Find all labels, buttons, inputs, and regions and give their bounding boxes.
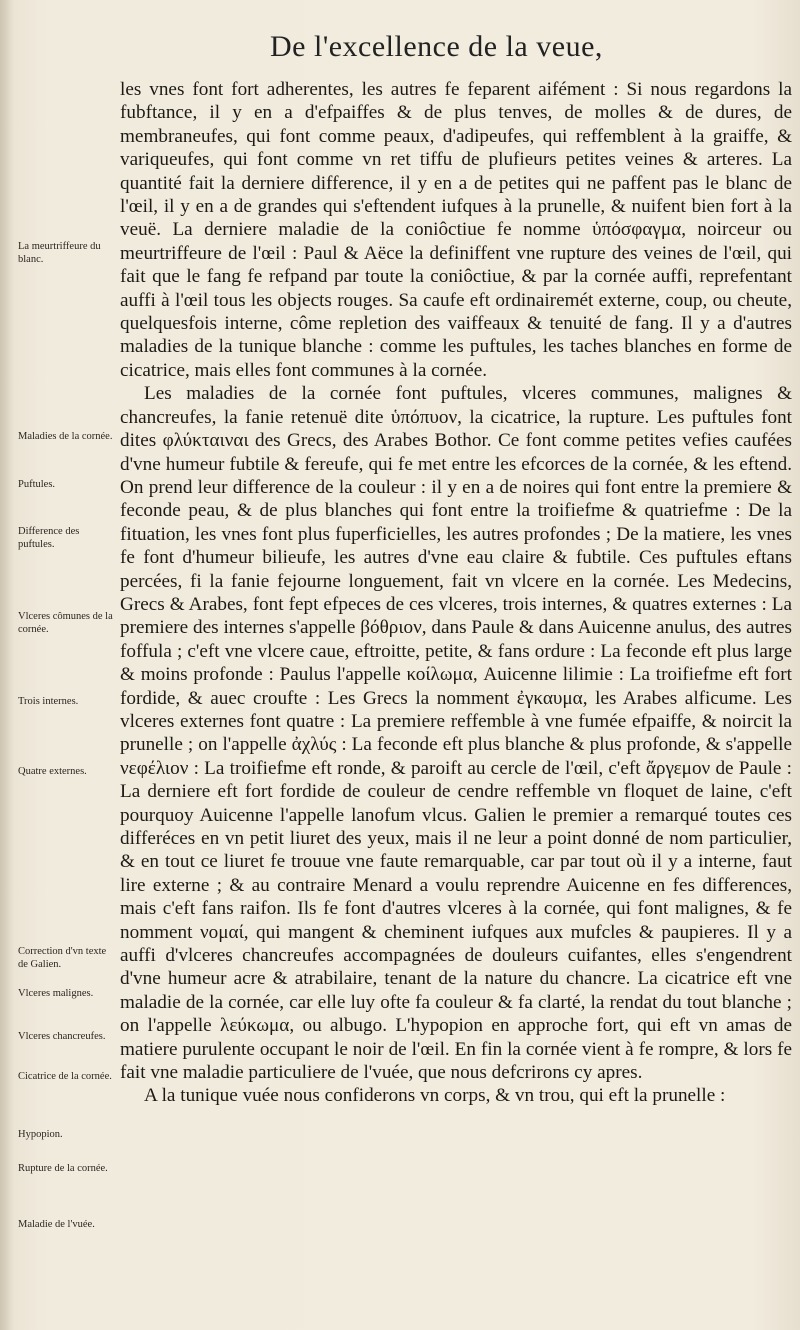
margin-note: Vlceres cômunes de la cornée.: [18, 611, 113, 635]
margin-note: Correction d'vn texte de Galien.: [18, 946, 107, 970]
margin-note: Difference des puftules.: [18, 526, 80, 550]
paragraph: A la tunique vuée nous confiderons vn corps, & vn trou, qui eft la prunelle :: [144, 1085, 726, 1107]
margin-note: Maladies de la cornée.: [18, 431, 113, 442]
margin-note: La meurtriffeure du blanc.: [18, 241, 101, 265]
margin-note: Cicatrice de la cornée.: [18, 1071, 112, 1082]
margin-note: Trois internes.: [18, 696, 79, 707]
gutter-shadow: [0, 0, 14, 1330]
paragraph: les vnes font fort adherentes, les autres fe feparent aifément : Si nous regardons la fubftance, il y en a d'efpaiffes & de plus tenves, de molles & de dures, de membraneufes, qui font comme peaux, d'adipeufes, qui reffemblent à la graiffe, & variqueufes, qui font comme vn ret tiffu de plufieurs petites veines & arteres. La quantité fait la derniere difference, il y en a de petites qui ne paffent pas le blanc de l'œil, il y en a de grandes qui s'eftendent iufques à la prunelle, & nuifent bien fort à la veuë. La derniere maladie de la coniôctiue fe nomme ὑπόσφαγμα, noirceur ou meurtriffeure de l'œil : Paul & Aëce la definiffent vne rupture des veines de l'œil, qui fait que le fang fe refpand par toute la coniôctiue, & par la cornée auffi, reprefentant auffi à l'œil tous les objects rouges. Sa caufe eft ordinairemét externe, coup, ou cheute, quelquesfois interne, côme repletion des vaiffeaux & tenuité de fang. Il y a d'autres maladies de la tunique blanche : comme les puftules, les taches blanches en forme de cicatrice, mais elles font communes à la cornée.: [120, 79, 792, 381]
margin-note: Vlceres malignes.: [18, 988, 94, 999]
margin-note: Maladie de l'vuée.: [18, 1219, 95, 1230]
margin-note: Quatre externes.: [18, 766, 87, 777]
margin-note: Hypopion.: [18, 1129, 63, 1140]
margin-note: Puftules.: [18, 479, 56, 490]
main-text-block: [120, 78, 792, 1108]
margin-note: Vlceres chancreufes.: [18, 1031, 106, 1042]
margin-note: Rupture de la cornée.: [18, 1163, 108, 1174]
running-head: De l'excellence de la veue,: [270, 30, 603, 63]
paragraph: Les maladies de la cornée font puftules, vlceres communes, malignes & chancreufes, la fanie retenuë dite ὑπόπυον, la cicatrice, la rupture. Les puftules font dites φλύκταιναι des Grecs, des Arabes Bothor. Ce font comme petites vefies caufées d'vne humeur fubtile & fereufe, qui fe met entre les efcorces de la cornée, & les eftend. On prend leur difference de la couleur : il y en a de noires qui font entre la premiere & feconde peau, & de plus blanches qui font entre la troifiefme & quatriefme : De la fituation, les vnes font plus fuperficielles, les autres profondes ; De la matiere, les vnes fe font d'humeur bilieufe, les autres d'vne eau claire & fubtile. Ces puftules eftans percées, fi la fanie fejourne longuement, fait vn vlcere en la cornée. Les Medecins, Grecs & Arabes, font fept efpeces de ces vlceres, trois internes, & quatres externes : La premiere des internes s'appelle βόθριον, dans Paule & dans Auicenne anulus, des autres foffula ; c'eft vne vlcere caue, eftroitte, petite, & fans ordure : La feconde eft plus large & moins profonde : Paulus l'appelle κοίλωμα, Auicenne lilimie : La troifiefme eft fort fordide, & auec croufte : Les Grecs la nomment ἐγκαυμα, les Arabes alficume. Les vlceres externes font quatre : La premiere reffemble à vne fumée efpaiffe, & noircit la prunelle ; on l'appelle ἀχλύς : La feconde eft plus blanche & plus profonde, & s'appelle νεφέλιον : La troifiefme eft ronde, & paroift au cercle de l'œil, c'eft ἄργεμον de Paule : La derniere eft fort fordide de couleur de cendre reffemble vn floquet de laine, c'eft pourquoy Auicenne l'appelle lanofum vlcus. Galien le premier a remarqué toutes ces differéces en vn petit liuret des yeux, mais il ne leur a point donné de nom particulier, & en tout ce liuret fe trouue vne faute remarquable, car par tout où il y a interne, faut lire externe ; & au contraire Menard a voulu reprendre Auicenne en fes differences, mais c'eft fans raifon. Ils fe font d'autres vlceres à la cornée, qui font malignes, & fe nomment νομαί, qui mangent & cheminent iufques aux mufcles & paupieres. Il y a auffi d'vlceres chancreufes accompagnées de douleurs cuifantes, elles s'engendrent d'vne humeur acre & atrabilaire, tenant de la nature du chancre. La cicatrice eft vne maladie de la cornée, car elle luy ofte fa couleur & fa clarté, la rendat du tout blanche ; on l'appelle λεύκωμα, ou albugo. L'hypopion en approche fort, qui eft vn amas de matiere purulente occupant le noir de l'œil. En fin la cornée vient à fe rompre, & lors fe fait vne maladie particuliere de l'vuée, que nous defcrirons cy apres.: [120, 383, 792, 1084]
